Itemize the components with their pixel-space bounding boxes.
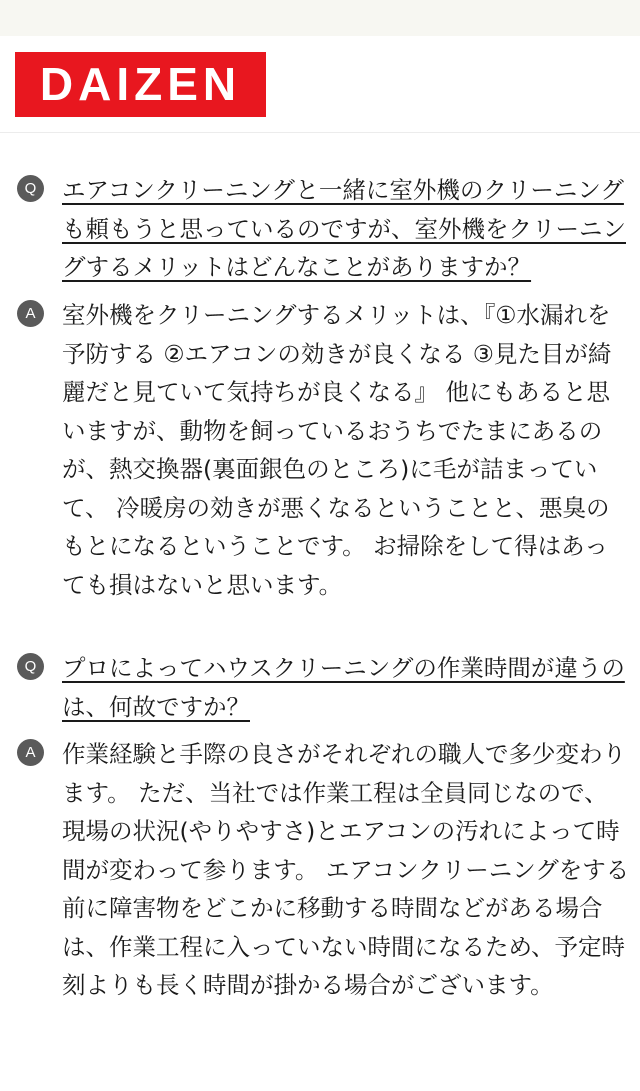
- question-badge: Q: [17, 175, 44, 202]
- faq-question[interactable]: エアコンクリーニングと一緒に室外機のクリーニングも頼もうと思っているのですが、室外機をクリーニングするメリットはどんなことがありますか？: [62, 176, 626, 281]
- faq-answer: 作業経験と手際の良さがそれぞれの職人で多少変わります。 ただ、当社では作業工程は全員同じなので、現場の状況(やりやすさ)とエアコンの汚れによって時間が変わって参ります。 エアコンクリーニングをする前に障害物をどこかに移動する時間などがある場合は、作業工程に入っていない時間になるため、予定時刻よりも長く時間が掛かる場合がございます。: [62, 740, 630, 999]
- answer-badge: A: [17, 739, 44, 766]
- answer-badge: A: [17, 300, 44, 327]
- question-badge: Q: [17, 653, 44, 680]
- top-strip: [0, 0, 640, 36]
- faq-question[interactable]: プロによってハウスクリーニングの作業時間が違うのは、何故ですか？: [62, 654, 625, 721]
- faq-answer: 室外機をクリーニングするメリットは、『①水漏れを予防する ②エアコンの効きが良くなる ③見た目が綺麗だと見ていて気持ちが良くなる』 他にもあると思いますが、動物を飼っているおうちでたまにあるのが、熱交換器(裏面銀色のところ)に毛が詰まっていて、 冷暖房の効きが悪くなるということと、悪臭のもとになるということです。 お掃除をして得はあっても損はないと思います。: [62, 301, 612, 599]
- daizen-logo[interactable]: DAIZEN: [15, 52, 266, 117]
- site-header: [0, 36, 640, 133]
